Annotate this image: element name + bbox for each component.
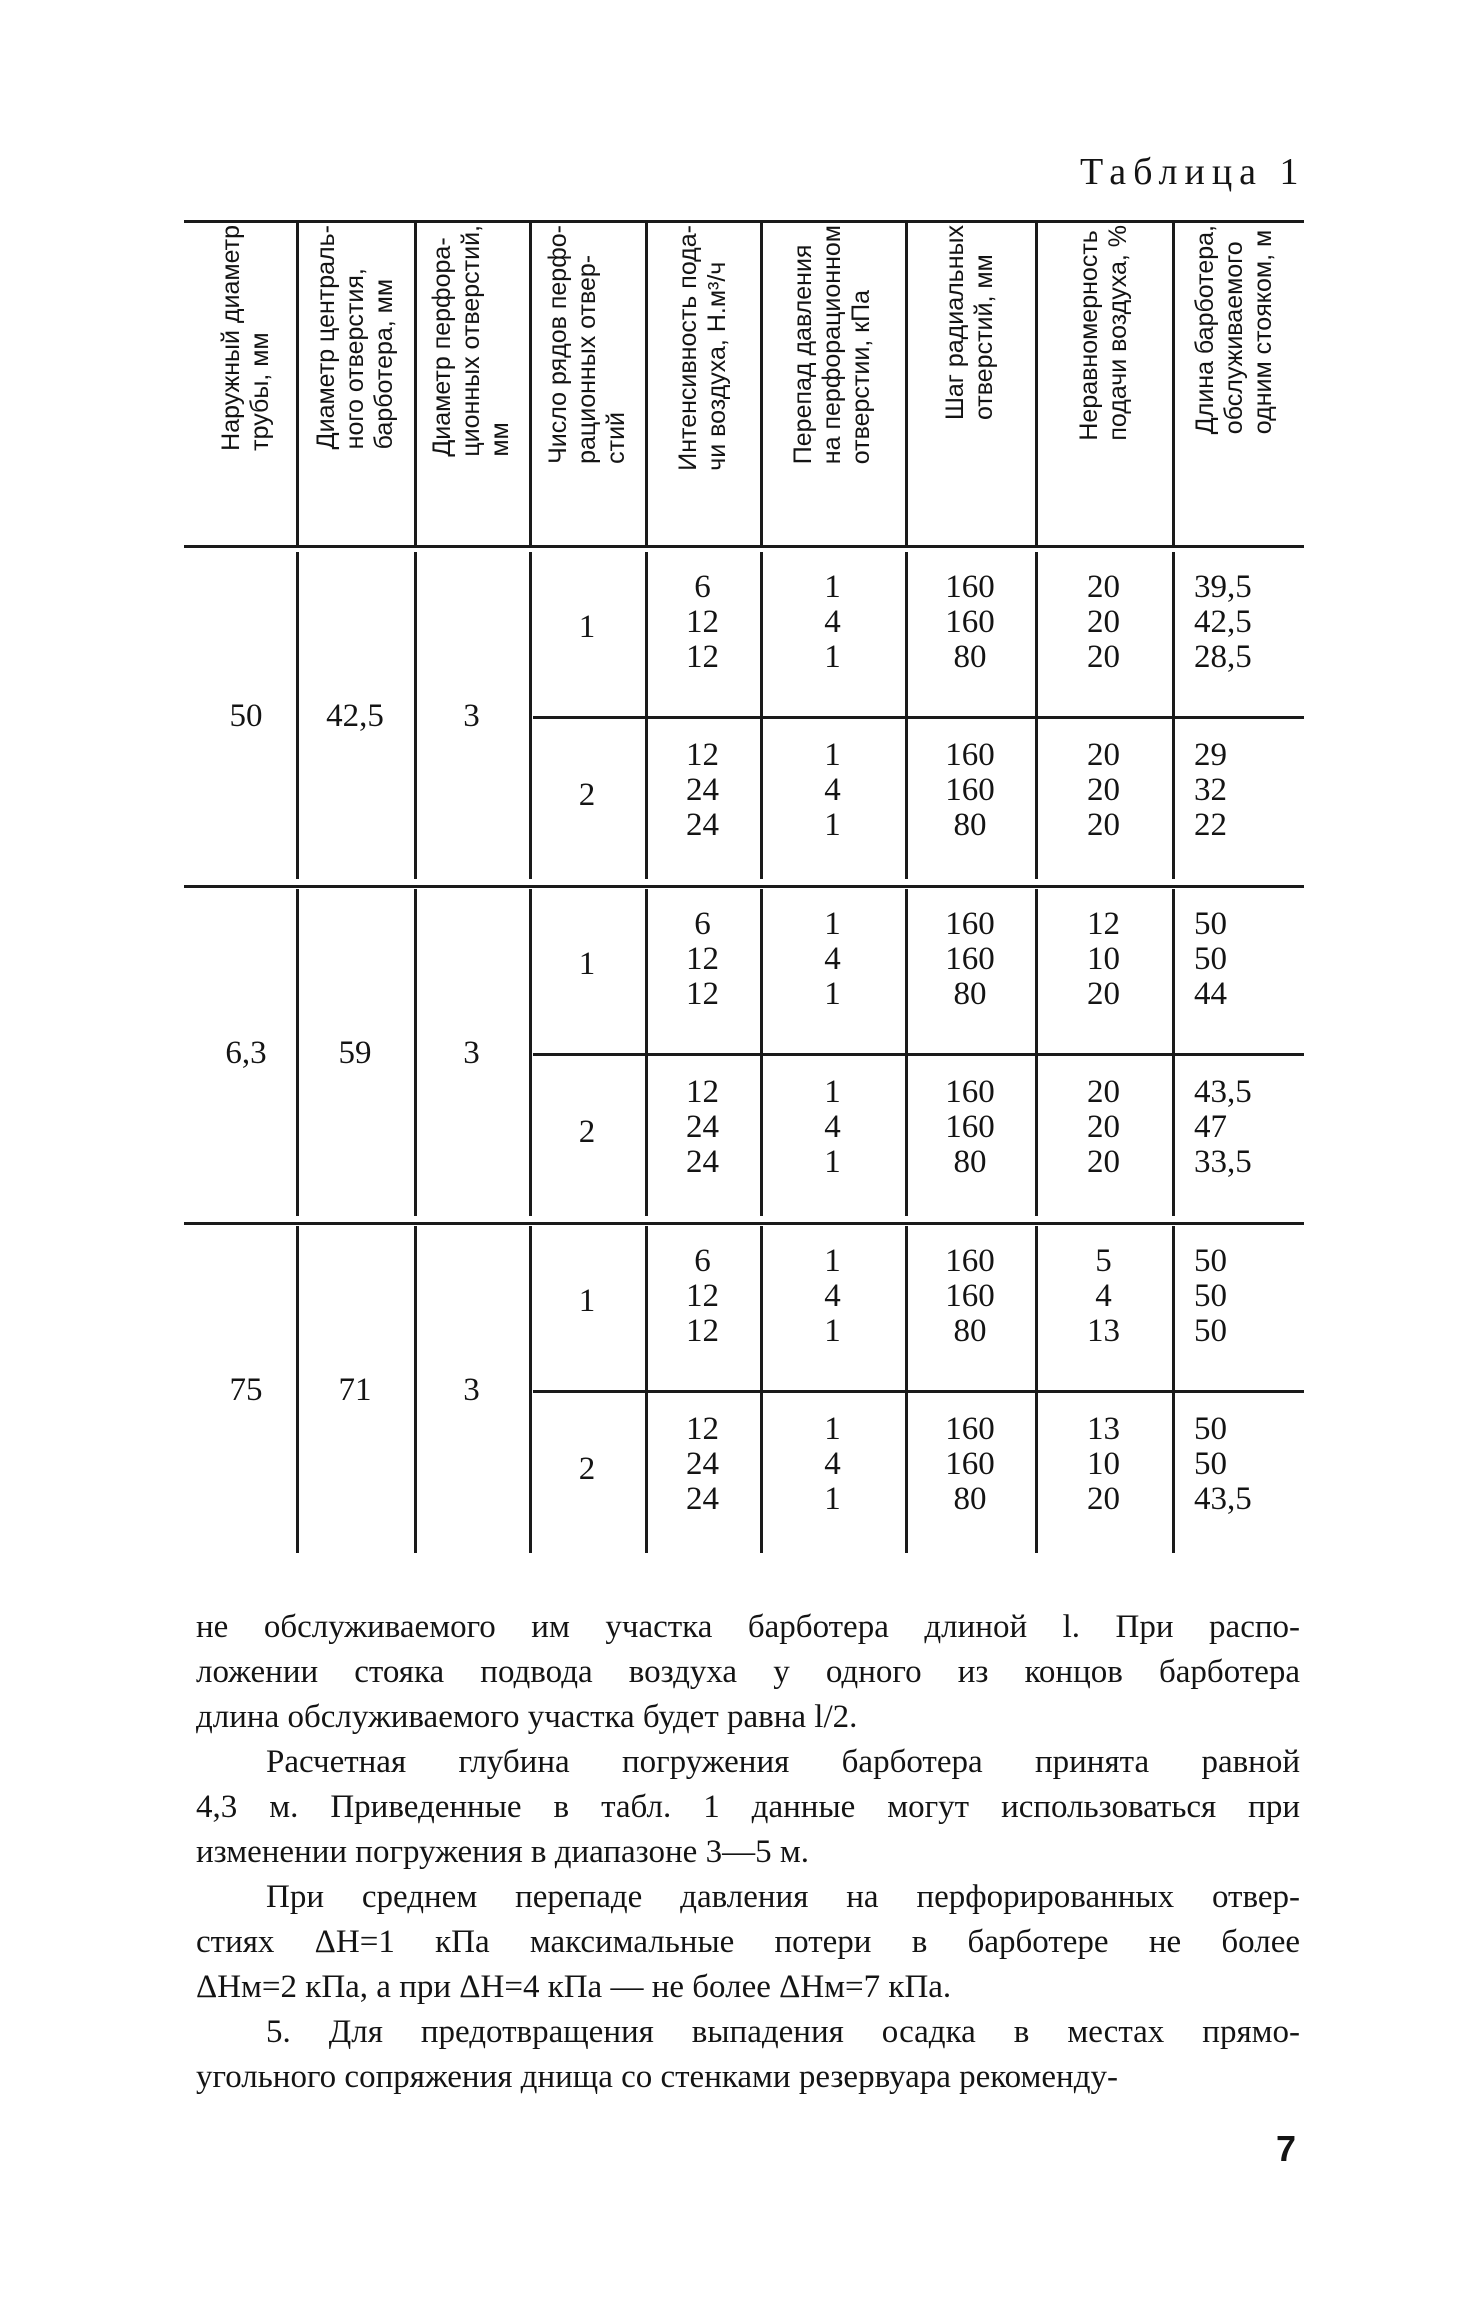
cell-step: 160 160 80 bbox=[945, 737, 995, 843]
paragraph-line: ложении стояка подвода воздуха у одного из концов барботера bbox=[196, 1654, 1300, 1690]
paragraph-line: 5. Для предотвращения выпадения осадка в местах прямо- bbox=[266, 2014, 1300, 2050]
cell-perf-diameter: 3 bbox=[463, 697, 480, 734]
cell-uneven: 20 20 20 bbox=[1087, 737, 1120, 843]
cell-pipe-diameter: 50 bbox=[229, 697, 263, 734]
cell-uneven: 13 10 20 bbox=[1087, 1411, 1120, 1517]
subgroup-separator bbox=[533, 1390, 1304, 1393]
cell-uneven: 20 20 20 bbox=[1087, 1074, 1120, 1180]
cell-step: 160 160 80 bbox=[945, 569, 995, 675]
cell-rows-count: 2 bbox=[578, 777, 596, 813]
cell-intensity: 12 24 24 bbox=[686, 737, 719, 843]
paragraph bbox=[196, 1875, 1300, 2010]
body-col-divider bbox=[529, 1226, 532, 1553]
paragraph-line: изменении погружения в диапазоне 3—5 м. bbox=[196, 1834, 809, 1870]
cell-central-hole: 42,5 bbox=[326, 697, 384, 734]
header-text: Число рядов перфо- рационных отвер- стий bbox=[543, 225, 630, 464]
header-text: Наружный диаметр трубы, мм bbox=[217, 225, 274, 451]
group-separator bbox=[184, 885, 1304, 888]
page-number: 7 bbox=[1276, 2128, 1297, 2169]
cell-intensity: 12 24 24 bbox=[686, 1411, 719, 1517]
cell-step: 160 160 80 bbox=[945, 1243, 995, 1349]
table-top-rule bbox=[184, 220, 1304, 223]
cell-length: 50 50 43,5 bbox=[1194, 1411, 1252, 1517]
paragraph-line: угольного сопряжения днища со стенками резервуара рекоменду- bbox=[196, 2059, 1118, 2095]
cell-length: 29 32 22 bbox=[1194, 737, 1227, 843]
header-cell bbox=[760, 225, 905, 535]
cell-length: 43,5 47 33,5 bbox=[1194, 1074, 1252, 1180]
paragraph-line: 4,3 м. Приведенные в табл. 1 данные могут использоваться при bbox=[196, 1789, 1300, 1825]
paragraph-line: Расчетная глубина погружения барботера принята равной bbox=[266, 1744, 1300, 1780]
header-text: Длина барботера, обслуживаемого одним стояком, м bbox=[1190, 225, 1277, 435]
cell-pressure: 1 4 1 bbox=[824, 569, 841, 675]
cell-pipe-diameter: 6,3 bbox=[225, 1034, 267, 1071]
cell-uneven: 20 20 20 bbox=[1087, 569, 1120, 675]
body-col-divider bbox=[529, 889, 532, 1216]
cell-perf-diameter: 3 bbox=[463, 1034, 480, 1071]
header-cell bbox=[1172, 225, 1296, 535]
body-col-divider bbox=[529, 552, 532, 879]
header-cell bbox=[645, 225, 760, 535]
header-text: Шаг радиальных отверстий, мм bbox=[941, 225, 998, 421]
paragraph-line: ΔHм=2 кПа, а при ΔH=4 кПа — не более ΔHм=7 кПа. bbox=[196, 1969, 952, 2005]
paragraph bbox=[196, 1740, 1300, 1875]
cell-step: 160 160 80 bbox=[945, 1074, 995, 1180]
header-text: Интенсивность пода- чи воздуха, Н.м³/ч bbox=[673, 225, 731, 471]
header-cell bbox=[414, 225, 529, 535]
header-text: Диаметр перфора- ционных отверстий, мм bbox=[428, 225, 514, 457]
subgroup-separator bbox=[533, 1053, 1304, 1056]
cell-intensity: 6 12 12 bbox=[686, 1243, 719, 1349]
cell-rows-count: 2 bbox=[578, 1451, 596, 1487]
cell-pressure: 1 4 1 bbox=[824, 906, 841, 1012]
paragraph-line: стиях ΔH=1 кПа максимальные потери в барботере не более bbox=[196, 1924, 1300, 1960]
header-cell bbox=[1035, 225, 1172, 535]
cell-step: 160 160 80 bbox=[945, 1411, 995, 1517]
cell-uneven: 12 10 20 bbox=[1087, 906, 1120, 1012]
cell-intensity: 12 24 24 bbox=[686, 1074, 719, 1180]
paragraph-line: не обслуживаемого им участка барботера длиной l. При распо- bbox=[196, 1609, 1300, 1645]
cell-central-hole: 71 bbox=[338, 1371, 372, 1408]
group-separator bbox=[184, 1222, 1304, 1225]
subgroup-separator bbox=[533, 716, 1304, 719]
table-caption: Таблица 1 bbox=[1080, 151, 1306, 193]
header-cell bbox=[529, 225, 645, 535]
cell-intensity: 6 12 12 bbox=[686, 906, 719, 1012]
cell-rows-count: 2 bbox=[578, 1114, 596, 1150]
header-text: Диаметр централь- ного отверстия, барботера, мм bbox=[311, 225, 398, 450]
cell-pressure: 1 4 1 bbox=[824, 1243, 841, 1349]
paragraph bbox=[196, 2010, 1300, 2100]
header-text: Неравномерность подачи воздуха, % bbox=[1074, 225, 1132, 441]
cell-rows-count: 1 bbox=[578, 946, 596, 982]
paragraph bbox=[196, 1605, 1300, 1740]
cell-central-hole: 59 bbox=[338, 1034, 372, 1071]
paragraph-line: При среднем перепаде давления на перфорированных отвер- bbox=[266, 1879, 1300, 1915]
cell-perf-diameter: 3 bbox=[463, 1371, 480, 1408]
cell-rows-count: 1 bbox=[578, 609, 596, 645]
cell-length: 50 50 50 bbox=[1194, 1243, 1227, 1349]
paragraph-line: длина обслуживаемого участка будет равна l/2. bbox=[196, 1699, 858, 1735]
cell-pressure: 1 4 1 bbox=[824, 737, 841, 843]
cell-intensity: 6 12 12 bbox=[686, 569, 719, 675]
cell-pipe-diameter: 75 bbox=[229, 1371, 263, 1408]
header-cell bbox=[296, 225, 414, 535]
cell-rows-count: 1 bbox=[578, 1283, 596, 1319]
cell-uneven: 5 4 13 bbox=[1087, 1243, 1120, 1349]
header-text: Перепад давления на перфорационном отверстии, кПа bbox=[789, 225, 875, 465]
header-cell bbox=[905, 225, 1035, 535]
cell-length: 50 50 44 bbox=[1194, 906, 1227, 1012]
cell-pressure: 1 4 1 bbox=[824, 1074, 841, 1180]
header-bottom-rule bbox=[184, 545, 1304, 548]
header-cell bbox=[196, 225, 296, 535]
cell-length: 39,5 42,5 28,5 bbox=[1194, 569, 1252, 675]
cell-step: 160 160 80 bbox=[945, 906, 995, 1012]
cell-pressure: 1 4 1 bbox=[824, 1411, 841, 1517]
